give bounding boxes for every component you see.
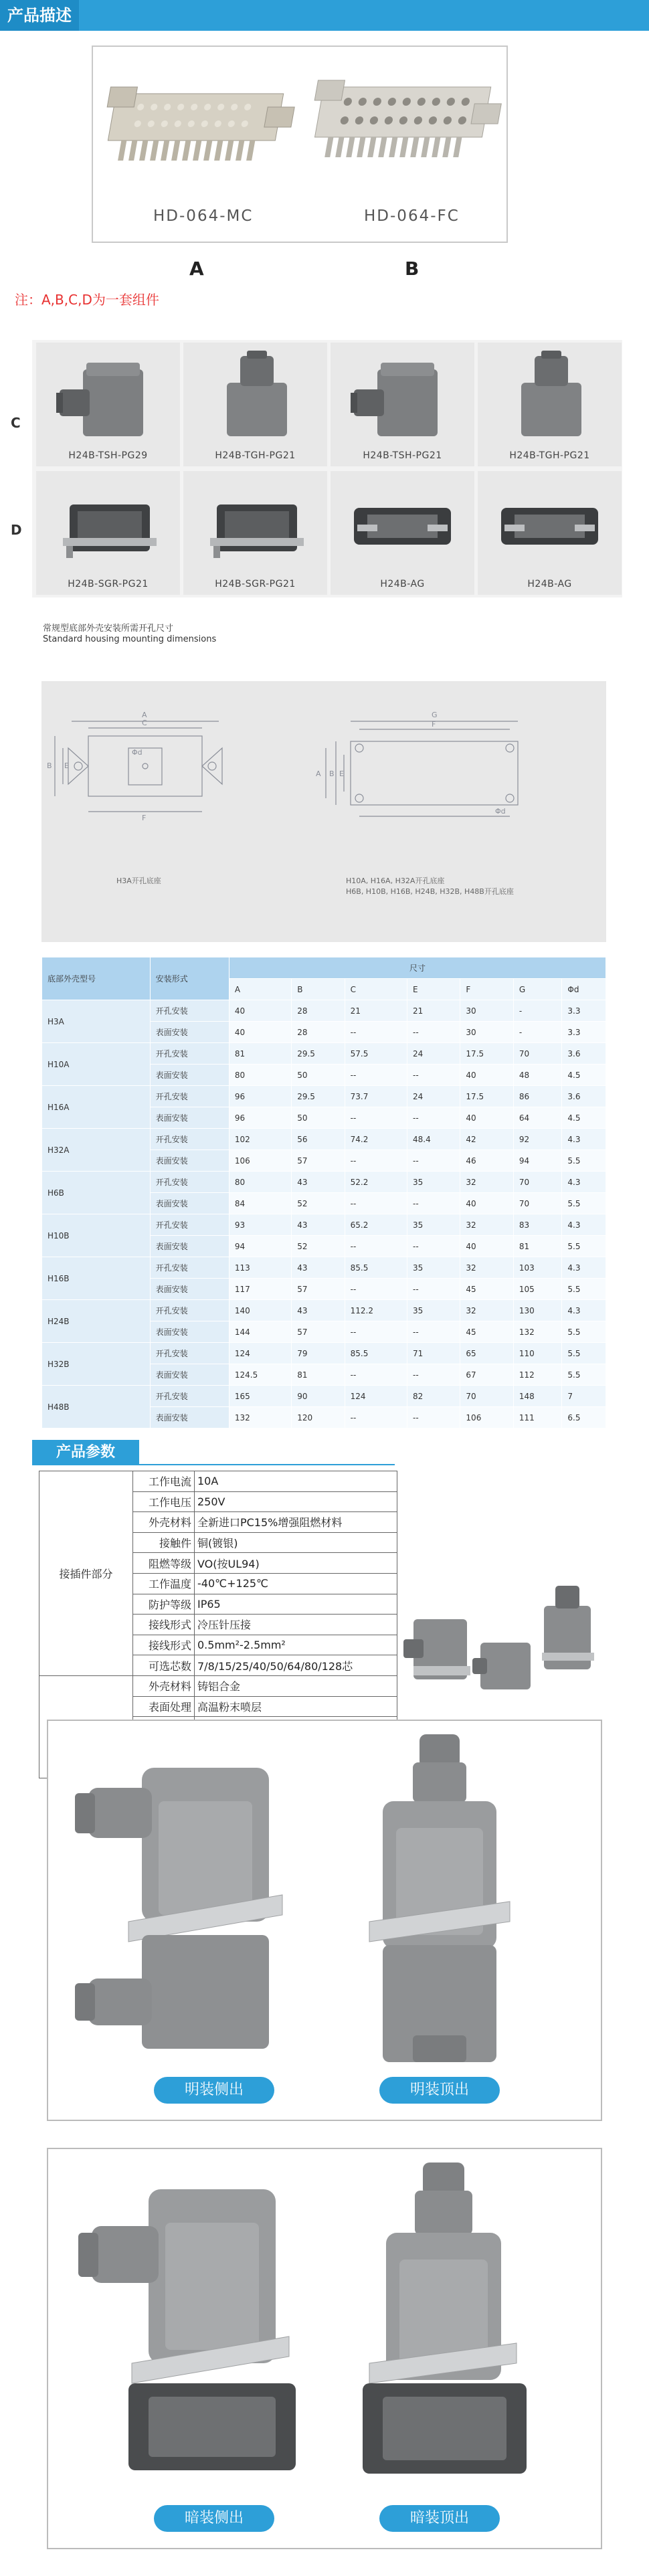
col-header-phid: Φd: [562, 979, 606, 1000]
connector-inserts-image: [93, 47, 506, 194]
value-cell: 24: [407, 1043, 460, 1065]
value-cell: 103: [513, 1257, 562, 1279]
value-cell: 32: [460, 1257, 513, 1279]
part-b-caption: HD-064-FC: [364, 207, 460, 225]
value-cell: 4.3: [562, 1129, 606, 1150]
spec-value: -40℃+125℃: [195, 1573, 397, 1594]
model-cell: H6B: [42, 1172, 151, 1214]
install-cell: 表面安装: [150, 1364, 229, 1386]
value-cell: 43: [292, 1172, 345, 1193]
spec-group-label: 接插件部分: [39, 1471, 133, 1676]
model-cell: H16A: [42, 1086, 151, 1129]
install-cell: 表面安装: [150, 1236, 229, 1257]
value-cell: 4.3: [562, 1257, 606, 1279]
grid-caption-d2: H24B-SGR-PG21: [215, 579, 296, 589]
left-drawing-caption: H3A开孔底座: [116, 877, 161, 885]
spec-value: 0.5mm²-2.5mm²: [195, 1635, 397, 1655]
value-cell: 83: [513, 1214, 562, 1236]
spec-key: 接触件: [133, 1532, 195, 1553]
mounting-drawing: [41, 681, 606, 942]
label-panel-side-entry: 暗装侧出: [154, 2505, 274, 2532]
table-row: [42, 1300, 606, 1321]
value-cell: --: [345, 1193, 407, 1214]
install-cell: 表面安装: [150, 1321, 229, 1343]
install-cell: 开孔安装: [150, 1043, 229, 1065]
hood-top-entry-image: [478, 343, 622, 450]
spec-key: 工作温度: [133, 1573, 195, 1594]
value-cell: 52: [292, 1236, 345, 1257]
value-cell: 96: [229, 1107, 291, 1129]
value-cell: 43: [292, 1257, 345, 1279]
value-cell: 35: [407, 1300, 460, 1321]
hood-side-entry-image: [331, 343, 474, 450]
spec-value: 10A: [195, 1471, 397, 1492]
value-cell: 32: [460, 1300, 513, 1321]
row-label-c: C: [11, 415, 21, 431]
table-row: [42, 1343, 606, 1364]
install-cell: 表面安装: [150, 1193, 229, 1214]
spec-value: 7/8/15/25/40/50/64/80/128芯: [195, 1655, 397, 1676]
spec-value: VO(按UL94): [195, 1553, 397, 1574]
table-row: [42, 1000, 606, 1022]
right-label-b: B: [329, 769, 335, 778]
value-cell: 5.5: [562, 1236, 606, 1257]
value-cell: 80: [229, 1172, 291, 1193]
value-cell: 124: [229, 1343, 291, 1364]
value-cell: 148: [513, 1386, 562, 1407]
grid-caption-c3: H24B-TSH-PG21: [363, 450, 442, 461]
value-cell: 132: [513, 1321, 562, 1343]
right-label-phid: Φd: [495, 807, 506, 816]
label-surface-side-entry: 明装侧出: [154, 2077, 274, 2104]
part-b-letter: B: [405, 258, 420, 280]
value-cell: 140: [229, 1300, 291, 1321]
left-label-phid: Φd: [132, 748, 143, 757]
spec-key: 接线形式: [133, 1635, 195, 1655]
value-cell: 42: [460, 1129, 513, 1150]
value-cell: 29.5: [292, 1043, 345, 1065]
housing-options-grid: [11, 340, 622, 597]
value-cell: 29.5: [292, 1086, 345, 1107]
col-header-e: E: [407, 979, 460, 1000]
value-cell: 5.5: [562, 1279, 606, 1300]
value-cell: 93: [229, 1214, 291, 1236]
value-cell: 57: [292, 1279, 345, 1300]
value-cell: 110: [513, 1343, 562, 1364]
part-a-caption: HD-064-MC: [153, 207, 254, 225]
value-cell: --: [407, 1236, 460, 1257]
value-cell: --: [345, 1364, 407, 1386]
left-label-c: C: [142, 719, 147, 727]
row-label-d: D: [11, 522, 22, 538]
right-label-f: F: [432, 720, 436, 729]
value-cell: 3.3: [562, 1022, 606, 1043]
value-cell: -: [513, 1022, 562, 1043]
grid-cell-c4: [478, 343, 622, 466]
value-cell: 73.7: [345, 1086, 407, 1107]
value-cell: 52.2: [345, 1172, 407, 1193]
value-cell: 57.5: [345, 1043, 407, 1065]
install-cell: 表面安装: [150, 1107, 229, 1129]
value-cell: 17.5: [460, 1043, 513, 1065]
value-cell: 4.5: [562, 1065, 606, 1086]
value-cell: 111: [513, 1407, 562, 1429]
model-cell: H48B: [42, 1386, 151, 1429]
value-cell: 84: [229, 1193, 291, 1214]
value-cell: --: [407, 1150, 460, 1172]
value-cell: 130: [513, 1300, 562, 1321]
value-cell: 86: [513, 1086, 562, 1107]
model-cell: H3A: [42, 1000, 151, 1043]
install-cell: 表面安装: [150, 1150, 229, 1172]
spec-value: 250V: [195, 1491, 397, 1512]
value-cell: 5.5: [562, 1343, 606, 1364]
install-cell: 开孔安装: [150, 1214, 229, 1236]
value-cell: 124.5: [229, 1364, 291, 1386]
install-cell: 开孔安装: [150, 1257, 229, 1279]
col-header-c: C: [345, 979, 407, 1000]
value-cell: 81: [292, 1364, 345, 1386]
section-header-bar: [0, 0, 649, 31]
section-title: 产品描述: [0, 0, 79, 31]
col-header-g: G: [513, 979, 562, 1000]
cutout-drawing-svg: [41, 681, 606, 942]
value-cell: --: [345, 1150, 407, 1172]
hood-top-entry-image: [183, 343, 327, 450]
value-cell: 6.5: [562, 1407, 606, 1429]
install-cell: 开孔安装: [150, 1086, 229, 1107]
table-row: [42, 1086, 606, 1107]
dimension-table: [41, 957, 606, 1429]
spec-row: [39, 1675, 397, 1696]
value-cell: 48: [513, 1065, 562, 1086]
value-cell: 65: [460, 1343, 513, 1364]
value-cell: 94: [229, 1236, 291, 1257]
value-cell: --: [345, 1236, 407, 1257]
col-header-model: 底部外壳型号: [42, 957, 151, 1000]
panel-mount-housings-image: [48, 2149, 601, 2548]
value-cell: --: [407, 1279, 460, 1300]
part-a-letter: A: [189, 258, 204, 280]
value-cell: 102: [229, 1129, 291, 1150]
value-cell: 5.5: [562, 1150, 606, 1172]
value-cell: --: [407, 1407, 460, 1429]
value-cell: --: [407, 1193, 460, 1214]
col-header-install: 安装形式: [150, 957, 229, 1000]
table-row: [42, 1214, 606, 1236]
dimension-table-body: [42, 1000, 606, 1429]
col-header-size: 尺寸: [229, 957, 606, 979]
value-cell: 64: [513, 1107, 562, 1129]
model-cell: H16B: [42, 1257, 151, 1300]
value-cell: 106: [460, 1407, 513, 1429]
value-cell: 57: [292, 1150, 345, 1172]
value-cell: --: [345, 1321, 407, 1343]
right-label-e: E: [339, 769, 344, 778]
surface-mount-housings-image: [48, 1721, 601, 2120]
params-tag: 产品参数: [32, 1440, 139, 1465]
value-cell: --: [345, 1022, 407, 1043]
value-cell: --: [345, 1107, 407, 1129]
set-note: 注：A,B,C,D为一套组件: [15, 292, 159, 308]
value-cell: 4.3: [562, 1300, 606, 1321]
base-lever-image: [183, 471, 327, 578]
left-label-f: F: [142, 814, 147, 822]
value-cell: 43: [292, 1214, 345, 1236]
value-cell: 24: [407, 1086, 460, 1107]
install-cell: 开孔安装: [150, 1386, 229, 1407]
value-cell: 94: [513, 1150, 562, 1172]
spec-value: 全新进口PC15%增强阻燃材料: [195, 1512, 397, 1533]
install-cell: 开孔安装: [150, 1000, 229, 1022]
value-cell: 5.5: [562, 1321, 606, 1343]
install-cell: 开孔安装: [150, 1343, 229, 1364]
value-cell: 85.5: [345, 1343, 407, 1364]
value-cell: 52: [292, 1193, 345, 1214]
value-cell: 79: [292, 1343, 345, 1364]
value-cell: 74.2: [345, 1129, 407, 1150]
grid-cell-c3: [331, 343, 474, 466]
value-cell: --: [345, 1065, 407, 1086]
value-cell: 5.5: [562, 1364, 606, 1386]
value-cell: --: [407, 1364, 460, 1386]
value-cell: 117: [229, 1279, 291, 1300]
panel-base-image: [331, 471, 474, 578]
label-panel-top-entry: 暗装顶出: [379, 2505, 500, 2532]
right-drawing-caption-2: H6B, H10B, H16B, H24B, H32B, H48B开孔底座: [346, 887, 514, 896]
value-cell: 3.6: [562, 1043, 606, 1065]
model-cell: H10A: [42, 1043, 151, 1086]
value-cell: 124: [345, 1386, 407, 1407]
install-cell: 表面安装: [150, 1065, 229, 1086]
spec-value: IP65: [195, 1594, 397, 1615]
install-cell: 开孔安装: [150, 1129, 229, 1150]
value-cell: 80: [229, 1065, 291, 1086]
value-cell: 4.3: [562, 1214, 606, 1236]
right-label-g: G: [432, 711, 438, 719]
value-cell: 40: [229, 1022, 291, 1043]
grid-cell-c1: [36, 343, 180, 466]
grid-caption-c2: H24B-TGH-PG21: [215, 450, 296, 461]
install-cell: 表面安装: [150, 1279, 229, 1300]
install-cell: 开孔安装: [150, 1300, 229, 1321]
value-cell: -: [513, 1000, 562, 1022]
value-cell: 96: [229, 1086, 291, 1107]
value-cell: 40: [460, 1107, 513, 1129]
value-cell: 56: [292, 1129, 345, 1150]
value-cell: --: [407, 1022, 460, 1043]
model-cell: H10B: [42, 1214, 151, 1257]
grid-caption-d4: H24B-AG: [527, 579, 572, 589]
model-cell: H32A: [42, 1129, 151, 1172]
install-cell: 表面安装: [150, 1022, 229, 1043]
connector-photo-frame: [92, 45, 508, 243]
spec-row: [39, 1471, 397, 1492]
value-cell: 144: [229, 1321, 291, 1343]
grid-caption-d1: H24B-SGR-PG21: [68, 579, 149, 589]
value-cell: 40: [460, 1065, 513, 1086]
value-cell: 120: [292, 1407, 345, 1429]
value-cell: 32: [460, 1214, 513, 1236]
spec-key: 可选芯数: [133, 1655, 195, 1676]
value-cell: 82: [407, 1386, 460, 1407]
value-cell: 57: [292, 1321, 345, 1343]
value-cell: 35: [407, 1172, 460, 1193]
grid-cell-c2: [183, 343, 327, 466]
value-cell: 50: [292, 1107, 345, 1129]
value-cell: 40: [229, 1000, 291, 1022]
value-cell: 40: [460, 1236, 513, 1257]
model-cell: H24B: [42, 1300, 151, 1343]
value-cell: --: [345, 1279, 407, 1300]
value-cell: 165: [229, 1386, 291, 1407]
value-cell: 85.5: [345, 1257, 407, 1279]
value-cell: 7: [562, 1386, 606, 1407]
model-cell: H32B: [42, 1343, 151, 1386]
value-cell: 35: [407, 1257, 460, 1279]
spec-key: 工作电压: [133, 1491, 195, 1512]
table-row: [42, 1129, 606, 1150]
value-cell: 45: [460, 1279, 513, 1300]
right-label-a: A: [316, 769, 321, 778]
grid-caption-c1: H24B-TSH-PG29: [68, 450, 148, 461]
value-cell: 35: [407, 1214, 460, 1236]
grid-cell-d4: [478, 471, 622, 595]
value-cell: --: [407, 1321, 460, 1343]
panel-base-image: [478, 471, 622, 578]
value-cell: 71: [407, 1343, 460, 1364]
value-cell: 4.3: [562, 1172, 606, 1193]
left-label-a: A: [142, 711, 147, 719]
value-cell: 45: [460, 1321, 513, 1343]
spec-key: 外壳材料: [133, 1675, 195, 1696]
params-divider: [32, 1464, 395, 1465]
value-cell: 106: [229, 1150, 291, 1172]
value-cell: 90: [292, 1386, 345, 1407]
value-cell: 3.3: [562, 1000, 606, 1022]
value-cell: 112: [513, 1364, 562, 1386]
value-cell: 48.4: [407, 1129, 460, 1150]
spec-key: 表面处理: [133, 1696, 195, 1717]
col-header-b: B: [292, 979, 345, 1000]
value-cell: 17.5: [460, 1086, 513, 1107]
table-row: [42, 1257, 606, 1279]
install-cell: 开孔安装: [150, 1172, 229, 1193]
value-cell: 81: [513, 1236, 562, 1257]
value-cell: 70: [513, 1043, 562, 1065]
spec-value: 冷压针压接: [195, 1615, 397, 1635]
value-cell: 46: [460, 1150, 513, 1172]
install-cell: 表面安装: [150, 1407, 229, 1429]
value-cell: 28: [292, 1022, 345, 1043]
col-header-a: A: [229, 979, 291, 1000]
value-cell: 3.6: [562, 1086, 606, 1107]
value-cell: 30: [460, 1022, 513, 1043]
spec-key: 工作电流: [133, 1471, 195, 1492]
hood-side-entry-image: [36, 343, 180, 450]
spec-value: 高温粉末喷层: [195, 1696, 397, 1717]
right-drawing-caption-1: H10A, H16A, H32A开孔底座: [346, 877, 445, 885]
value-cell: 113: [229, 1257, 291, 1279]
value-cell: 43: [292, 1300, 345, 1321]
value-cell: --: [345, 1407, 407, 1429]
grid-caption-c4: H24B-TGH-PG21: [509, 450, 590, 461]
value-cell: 70: [513, 1172, 562, 1193]
spec-key: 接线形式: [133, 1615, 195, 1635]
table-row: [42, 1172, 606, 1193]
value-cell: 70: [513, 1193, 562, 1214]
value-cell: --: [407, 1107, 460, 1129]
spec-key: 外壳材料: [133, 1512, 195, 1533]
value-cell: 67: [460, 1364, 513, 1386]
left-label-e: E: [64, 761, 69, 770]
value-cell: 50: [292, 1065, 345, 1086]
grid-cell-d1: [36, 471, 180, 595]
value-cell: 132: [229, 1407, 291, 1429]
value-cell: 70: [460, 1386, 513, 1407]
value-cell: 105: [513, 1279, 562, 1300]
base-lever-image: [36, 471, 180, 578]
value-cell: --: [407, 1065, 460, 1086]
grid-caption-d3: H24B-AG: [380, 579, 425, 589]
value-cell: 21: [345, 1000, 407, 1022]
table-row: [42, 1386, 606, 1407]
dims-title-cn: 常规型底部外壳安装所需开孔尺寸: [43, 624, 174, 634]
value-cell: 112.2: [345, 1300, 407, 1321]
value-cell: 28: [292, 1000, 345, 1022]
surface-mount-photo-box: [47, 1720, 602, 2121]
grid-cell-d3: [331, 471, 474, 595]
value-cell: 30: [460, 1000, 513, 1022]
value-cell: 21: [407, 1000, 460, 1022]
value-cell: 65.2: [345, 1214, 407, 1236]
panel-mount-photo-box: [47, 2148, 602, 2549]
value-cell: 92: [513, 1129, 562, 1150]
value-cell: 40: [460, 1193, 513, 1214]
value-cell: 81: [229, 1043, 291, 1065]
value-cell: 5.5: [562, 1193, 606, 1214]
table-row: [42, 1043, 606, 1065]
col-header-f: F: [460, 979, 513, 1000]
value-cell: 32: [460, 1172, 513, 1193]
spec-value: 铜(镀银): [195, 1532, 397, 1553]
value-cell: 4.5: [562, 1107, 606, 1129]
left-label-b: B: [47, 761, 52, 770]
assembled-housings-image: [400, 1579, 621, 1699]
label-surface-top-entry: 明装顶出: [379, 2077, 500, 2104]
grid-cell-d2: [183, 471, 327, 595]
dims-title-en: Standard housing mounting dimensions: [43, 634, 217, 644]
spec-key: 防护等级: [133, 1594, 195, 1615]
spec-value: 铸铝合金: [195, 1675, 397, 1696]
spec-key: 阻燃等级: [133, 1553, 195, 1574]
